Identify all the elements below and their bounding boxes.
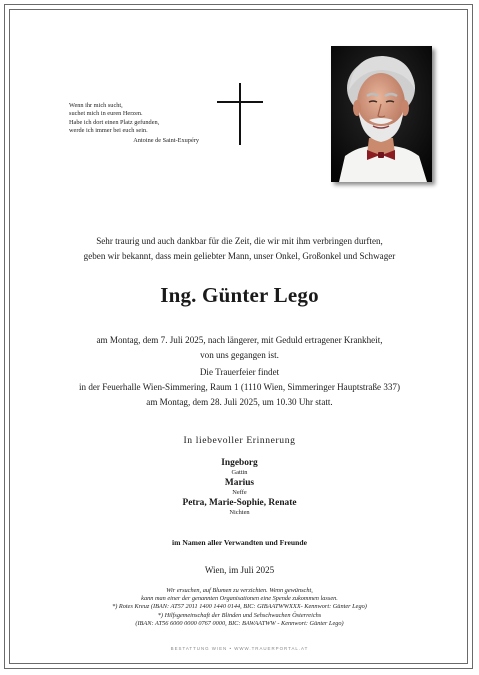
family-member-name: Marius bbox=[224, 478, 255, 488]
death-line: von uns gegangen ist. bbox=[200, 350, 279, 360]
portrait-photo bbox=[331, 46, 432, 182]
poem-line: Habe ich dort einen Platz gefunden, bbox=[69, 118, 160, 126]
death-line: am Montag, dem 7. Juli 2025, nach längerer, mit Geduld ertragener Krankheit, bbox=[96, 335, 383, 345]
ceremony-line: in der Feuerhalle Wien-Simmering, Raum 1 (1110 Wien, Simmeringer Hauptstraße 337) bbox=[78, 382, 400, 392]
donation-line: (IBAN: AT56 6000 0000 0767 0000, BIC: BAWAATWW - Kennwort: Günter Lego) bbox=[135, 619, 344, 627]
family-member-role: Neffe bbox=[232, 489, 247, 496]
donation-notice bbox=[20, 587, 459, 628]
poem-line: werde ich immer bei euch sein. bbox=[69, 127, 148, 135]
intro-text bbox=[20, 234, 459, 264]
memory-heading: In liebevoller Erinnerung bbox=[183, 435, 296, 446]
donation-line: Wir ersuchen, auf Blumen zu verzichten. Wenn gewünscht, bbox=[166, 587, 313, 594]
death-notice bbox=[20, 333, 459, 363]
donation-line: *) Rotes Kreuz (IBAN: AT57 2011 1400 1440 0144, BIC: GIBAATWWXXX- Kennwort: Günter Lego) bbox=[112, 603, 367, 611]
ceremony-line: am Montag, dem 28. Juli 2025, um 10.30 Uhr statt. bbox=[146, 397, 333, 407]
cross-icon bbox=[217, 83, 263, 145]
family-list bbox=[20, 457, 459, 517]
family-member-name: Ingeborg bbox=[221, 458, 258, 468]
poem-line: Wenn ihr mich sucht, bbox=[69, 102, 123, 109]
footer-brand: BESTATTUNG WIEN • WWW.TRAUERPORTAL.AT bbox=[170, 646, 309, 651]
all-relatives-line: im Namen aller Verwandten und Freunde bbox=[172, 538, 307, 547]
family-member-name: Petra, Marie-Sophie, Renate bbox=[182, 498, 297, 508]
place-date: Wien, im Juli 2025 bbox=[204, 565, 275, 575]
intro-line: Sehr traurig und auch dankbar für die Zeit, die wir mit ihm verbringen durften, bbox=[96, 236, 383, 246]
ceremony-info bbox=[20, 365, 459, 410]
intro-line: geben wir bekannt, dass mein geliebter Mann, unser Onkel, Großonkel und Schwager bbox=[83, 251, 396, 261]
poem-line: suchet mich in euren Herzen. bbox=[69, 110, 143, 118]
ceremony-line: Die Trauerfeier findet bbox=[199, 367, 280, 377]
deceased-name: Ing. Günter Lego bbox=[160, 283, 319, 307]
family-member-role: Gattin bbox=[231, 469, 248, 476]
donation-line: *) Hilfsgemeinschaft der Blinden und Sehschwachen Österreichs bbox=[157, 611, 322, 619]
donation-line: kann man einer der genannten Organisationen eine Spende zukommen lassen. bbox=[141, 595, 338, 603]
poem-author: Antoine de Saint-Exupéry bbox=[133, 136, 199, 144]
family-member-role: Nichten bbox=[229, 509, 250, 516]
poem-block bbox=[69, 102, 199, 145]
